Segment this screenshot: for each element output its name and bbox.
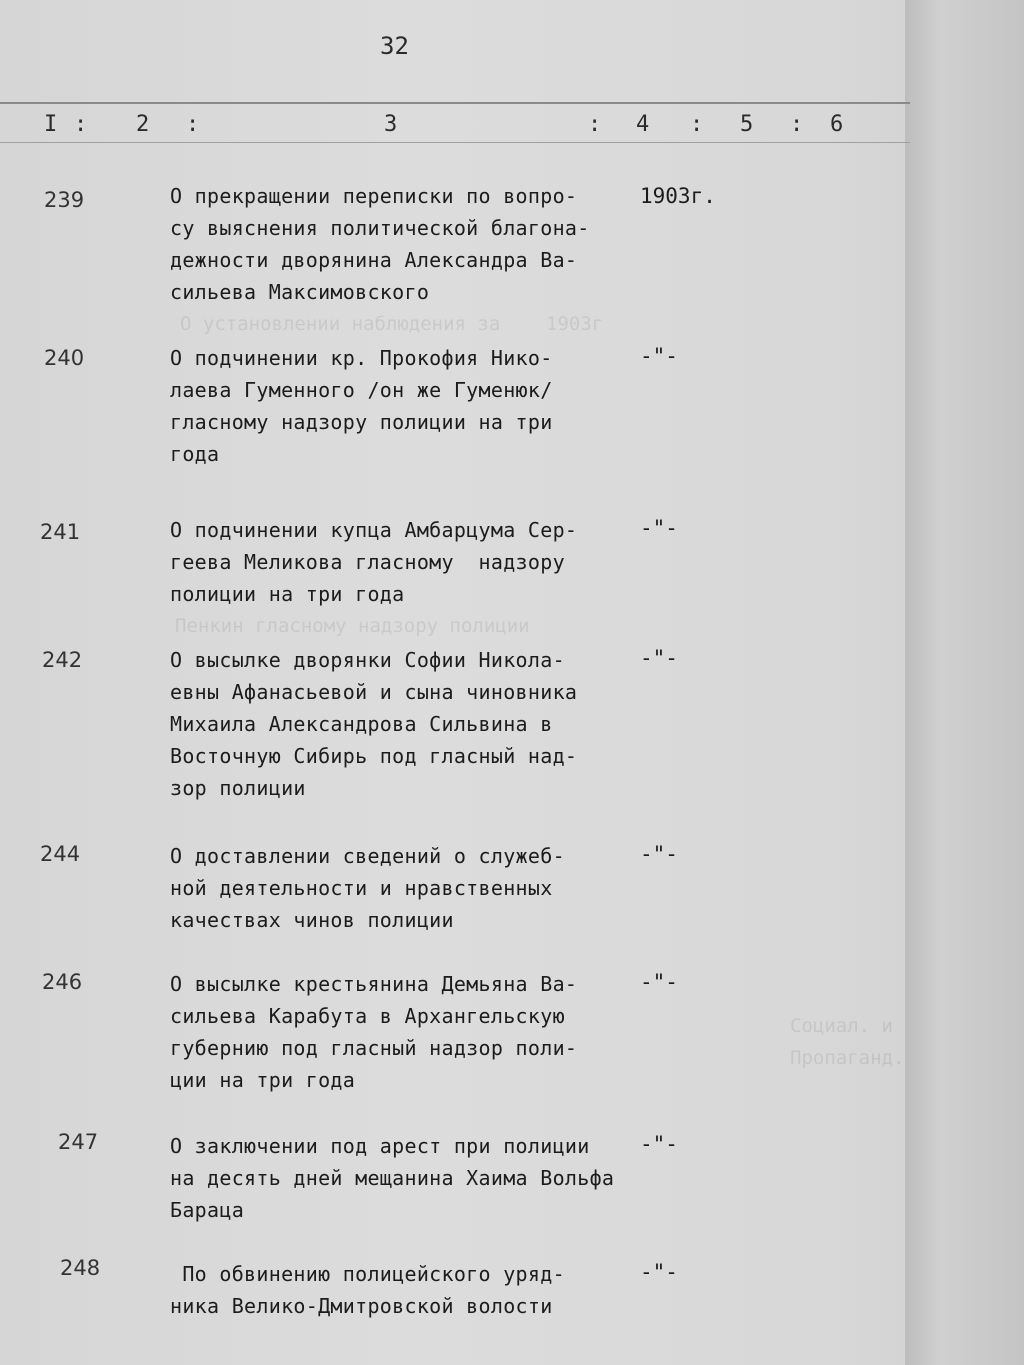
underlying-sheet-edge [905, 0, 1024, 1365]
entry-date: -"- [640, 516, 678, 540]
column-separator: : [588, 112, 602, 137]
entry-description: О высылке дворянки Софии Николa- евны Афанасьевой и сына чиновника Михаила Александрова Сильвина в Восточную Сибирь под гласный над- зор полиции [170, 648, 578, 800]
entry-date: -"- [640, 344, 678, 368]
entry-date: 1903г. [640, 184, 716, 208]
entry-date: -"- [640, 1260, 678, 1284]
column-separator: : [186, 112, 200, 137]
column-separator: : [790, 112, 804, 137]
entry-number: 240 [44, 346, 85, 370]
entry-description: О прекращении переписки по вопро- су выяснения политической благона- дежности дворянина Александра Ва- сильева Максимовского [170, 184, 590, 304]
entry-date: -"- [640, 646, 678, 670]
column-separator: : [690, 112, 704, 137]
bleed-through-text: Пенкин гласному надзору полиции [175, 615, 530, 637]
column-separator: : [74, 112, 88, 137]
entry-description: О доставлении сведений о служеб- ной деятельности и нравственных качествах чинов полиции [170, 844, 565, 932]
entry-description: О подчинении купца Амбарцума Сер- геева Меликова гласному надзору полиции на три года [170, 518, 578, 606]
header-rule-bottom [0, 142, 910, 143]
entry-date: -"- [640, 1132, 678, 1156]
entry-number: 246 [42, 970, 83, 994]
entry-number: 242 [42, 648, 83, 672]
bleed-through-text: О установлении наблюдения за 1903г [180, 313, 604, 335]
entry-number: 241 [40, 520, 81, 544]
bleed-through-text: Социал. и Пропаганд. [790, 1015, 905, 1069]
column-header-2: 2 [136, 112, 150, 137]
entry-number: 247 [58, 1130, 99, 1154]
page-number: 32 [380, 32, 409, 60]
column-header-1: I [44, 112, 58, 137]
entry-date: -"- [640, 970, 678, 994]
column-header-4: 4 [636, 112, 650, 137]
entry-description: По обвинению полицейского уряд- ника Велико-Дмитровской волости [170, 1262, 565, 1318]
column-header-5: 5 [740, 112, 754, 137]
entry-number: 248 [60, 1256, 101, 1280]
header-rule-top [0, 102, 910, 104]
column-header-3: 3 [384, 112, 398, 137]
entry-description: О высылке крестьянина Демьяна Ва- сильева Карабута в Архангельскую губернию под гласный надзор поли- ции на три года [170, 972, 578, 1092]
entry-number: 239 [44, 188, 85, 212]
entry-description: О подчинении кр. Прокофия Нико- лаева Гуменного /он же Гуменюк/ гласному надзору полиции на три года [170, 346, 553, 466]
entry-number: 244 [40, 842, 81, 866]
column-header-6: 6 [830, 112, 844, 137]
entry-description: О заключении под арест при полиции на десять дней мещанина Хаима Вольфа Бараца [170, 1134, 615, 1222]
entry-date: -"- [640, 842, 678, 866]
